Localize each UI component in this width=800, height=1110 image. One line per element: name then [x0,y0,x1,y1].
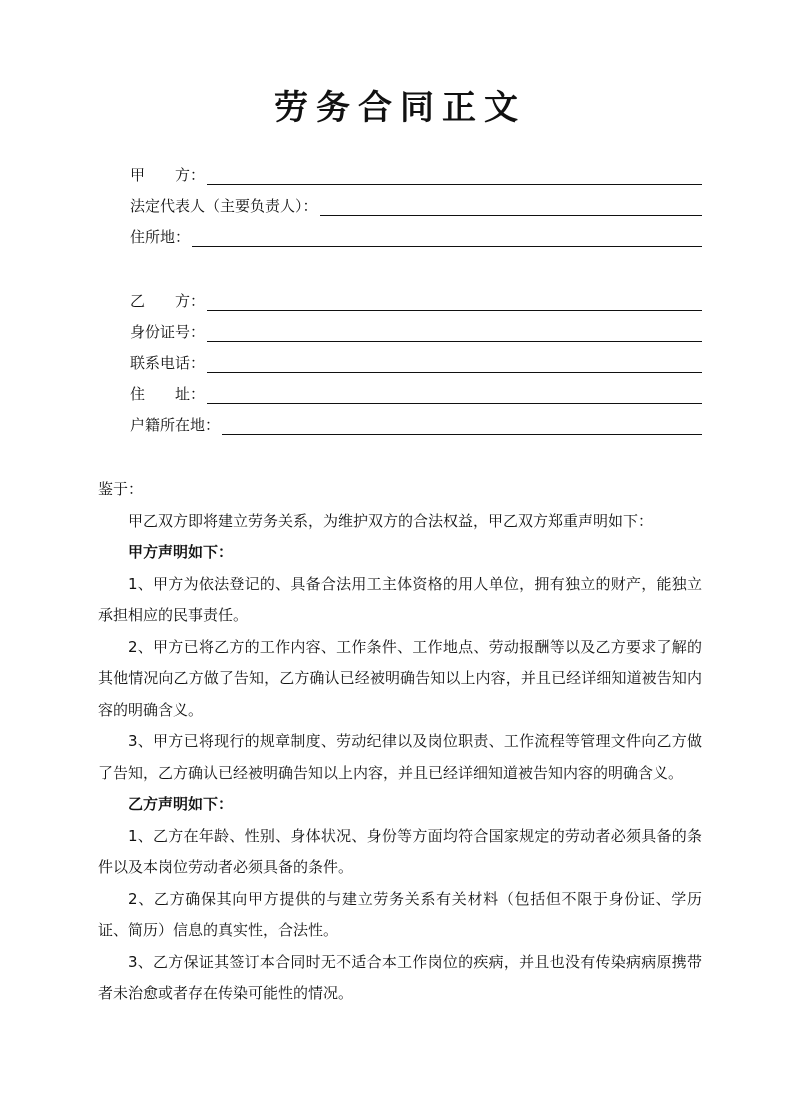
phone-label: 联系电话： [130,354,206,372]
phone-blank[interactable] [207,353,702,373]
id-number-field [130,318,702,342]
household-registration-label: 户籍所在地： [130,416,221,434]
party-b-declaration-item: 1、乙方在年龄、性别、身体状况、身份等方面均符合国家规定的劳动者必须具备的条件以及本岗位劳动者必须具备的条件。 [98,826,702,876]
party-b-address-field [130,380,702,404]
party-a-address-field [130,223,702,247]
party-a-name-field [130,161,702,185]
legal-representative-label: 法定代表人（主要负责人）： [130,197,318,215]
party-b-name-field [130,287,702,311]
legal-representative-blank[interactable] [320,196,702,216]
party-a-declaration-item: 2、甲方已将乙方的工作内容、工作条件、工作地点、劳动报酬等以及乙方要求了解的其他情况向乙方做了告知，乙方确认已经被明确告知以上内容，并且已经详细知道被告知内容的明确含义。 [98,637,702,719]
party-a-address-label: 住所地： [130,228,191,246]
party-b-address-label: 住 址： [130,385,206,403]
intro-paragraph: 甲乙双方即将建立劳务关系，为维护双方的合法权益，甲乙双方郑重声明如下： [128,511,654,530]
party-b-declaration-item: 3、乙方保证其签订本合同时无不适合本工作岗位的疾病，并且也没有传染病病原携带者未治愈或者存在传染可能性的情况。 [98,952,702,1002]
legal-representative-field [130,192,702,216]
party-a-declaration-heading: 甲方声明如下： [128,543,234,561]
party-a-declaration-item: 1、甲方为依法登记的、具备合法用工主体资格的用人单位，拥有独立的财产，能独立承担相应的民事责任。 [98,574,702,624]
document-title: 劳务合同正文 [274,88,526,128]
party-b-name-blank[interactable] [207,291,702,311]
phone-field [130,349,702,373]
party-a-name-blank[interactable] [207,165,702,185]
household-registration-blank[interactable] [222,415,702,435]
party-b-declaration-item: 2、乙方确保其向甲方提供的与建立劳务关系有关材料（包括但不限于身份证、学历证、简历）信息的真实性，合法性。 [98,889,702,939]
contract-body [98,474,702,1010]
party-a-name-label: 甲 方： [130,166,206,184]
id-number-label: 身份证号： [130,323,206,341]
id-number-blank[interactable] [207,322,702,342]
party-b-declaration-heading: 乙方声明如下： [128,795,234,813]
party-a-address-blank[interactable] [192,227,702,247]
party-a-declaration-item: 3、甲方已将现行的规章制度、劳动纪律以及岗位职责、工作流程等管理文件向乙方做了告知，乙方确认已经被明确告知以上内容，并且已经详细知道被告知内容的明确含义。 [98,732,702,782]
party-b-address-blank[interactable] [207,384,702,404]
party-b-name-label: 乙 方： [130,292,206,310]
whereas-label: 鉴于： [98,480,144,498]
household-registration-field [130,411,702,435]
